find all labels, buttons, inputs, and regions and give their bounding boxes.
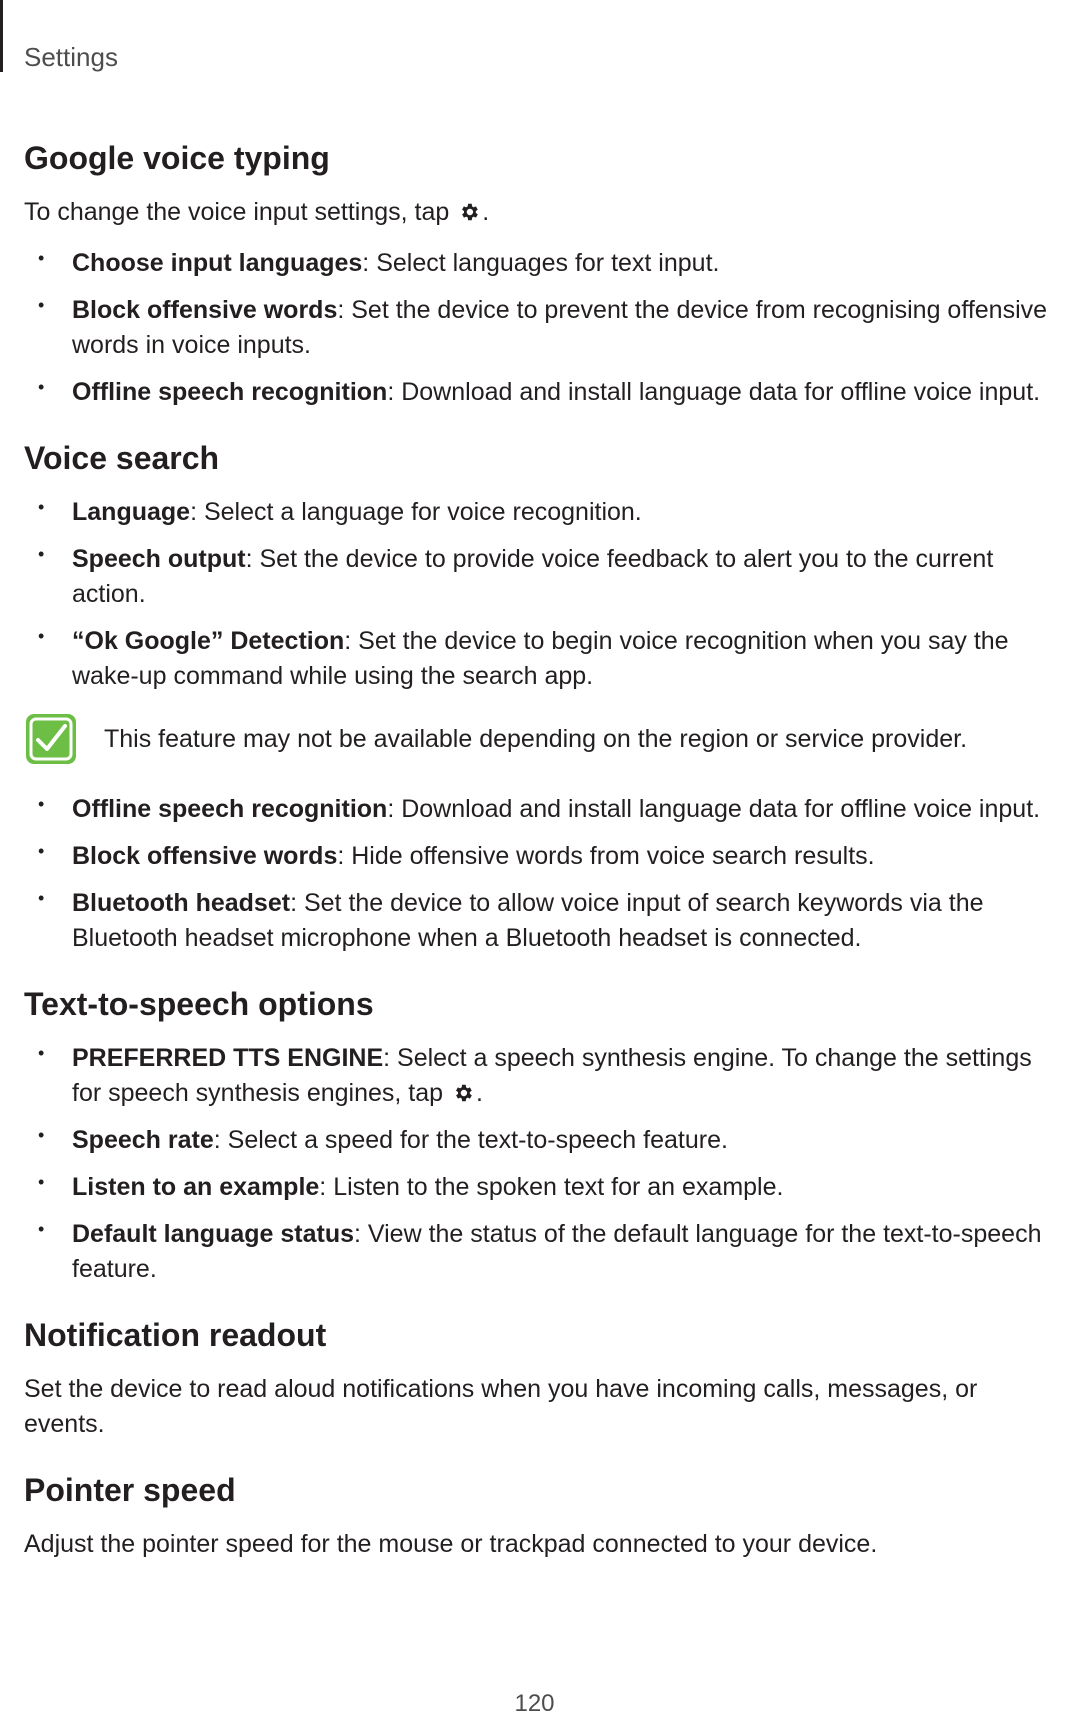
- item-term: Speech rate: [72, 1126, 214, 1154]
- intro-end: .: [482, 198, 490, 226]
- item-desc: : Hide offensive words from voice search results.: [337, 842, 875, 870]
- item-desc: : Select languages for text input.: [362, 249, 720, 277]
- item-desc-end: .: [476, 1079, 483, 1107]
- item-term: Default language status: [72, 1220, 354, 1248]
- list-item: • Offline speech recognition: Download and install language data for offline voice input.: [38, 794, 1041, 823]
- item-desc: : Download and install language data for offline voice input.: [387, 795, 1041, 823]
- item-desc: : Listen to the spoken text for an example.: [319, 1173, 784, 1201]
- section-body: Adjust the pointer speed for the mouse or trackpad connected to your device.: [24, 1530, 878, 1558]
- list-item: • Bluetooth headset: Set the device to allow voice input of search keywords via the Bluetooth headset microphone when a Bluetooth headset is connected.: [38, 888, 984, 952]
- item-desc: : Set the device to provide voice feedback to alert you to the current action.: [72, 545, 994, 608]
- section-title: Voice search: [24, 440, 220, 476]
- section-body: Set the device to read aloud notifications when you have incoming calls, messages, or events.: [24, 1375, 978, 1438]
- list-item: • “Ok Google” Detection: Set the device to begin voice recognition when you say the wake-up command while using the search app.: [38, 626, 1009, 690]
- page-content: [24, 140, 1064, 1592]
- list-item: • Speech rate: Select a speed for the text-to-speech feature.: [38, 1125, 728, 1154]
- list-item: • Speech output: Set the device to provide voice feedback to alert you to the current action.: [38, 544, 994, 608]
- list-item: • Language: Select a language for voice recognition.: [38, 497, 642, 526]
- gear-icon: [452, 1082, 474, 1104]
- item-term: PREFERRED TTS ENGINE: [72, 1044, 384, 1072]
- section-voice-search: [24, 440, 1064, 956]
- section-tts-options: [24, 986, 1064, 1287]
- item-term: “Ok Google” Detection: [72, 627, 345, 655]
- item-term: Offline speech recognition: [72, 795, 388, 823]
- check-note-icon: [24, 712, 78, 766]
- section-title: Google voice typing: [24, 140, 330, 176]
- item-desc: : Set the device to prevent the device from recognising offensive words in voice inputs.: [72, 296, 1048, 359]
- list-item: • Choose input languages: Select languages for text input.: [38, 248, 720, 277]
- item-term: Language: [72, 498, 191, 526]
- list-item: • Block offensive words: Set the device to prevent the device from recognising offensive words in voice inputs.: [38, 295, 1048, 359]
- item-term: Offline speech recognition: [72, 378, 388, 406]
- note-box: [24, 712, 1064, 766]
- section-title: Pointer speed: [24, 1472, 236, 1508]
- page-number: 120: [514, 1690, 555, 1717]
- section-pointer-speed: [24, 1472, 1064, 1562]
- intro-paragraph: [24, 195, 1064, 230]
- item-term: Block offensive words: [72, 842, 338, 870]
- section-google-voice-typing: [24, 140, 1064, 410]
- running-head: Settings: [24, 42, 118, 72]
- margin-line: [0, 0, 3, 72]
- item-term: Speech output: [72, 545, 246, 573]
- section-title: Notification readout: [24, 1317, 327, 1353]
- item-term: Listen to an example: [72, 1173, 320, 1201]
- gear-icon: [458, 201, 480, 223]
- item-term: Choose input languages: [72, 249, 363, 277]
- item-desc: : View the status of the default language for the text-to-speech feature.: [72, 1220, 1042, 1283]
- list-item: • Offline speech recognition: Download and install language data for offline voice input.: [38, 377, 1041, 406]
- list-item: • Default language status: View the status of the default language for the text-to-speech feature.: [38, 1219, 1042, 1283]
- intro-text: To change the voice input settings, tap: [24, 198, 450, 226]
- bullet-list: [24, 495, 1064, 694]
- list-item: • PREFERRED TTS ENGINE: Select a speech synthesis engine. To change the settings for speech synthesis engines, tap .: [38, 1043, 1032, 1107]
- list-item: • Block offensive words: Hide offensive words from voice search results.: [38, 841, 875, 870]
- section-notification-readout: [24, 1317, 1064, 1442]
- item-desc: : Select a speed for the text-to-speech feature.: [213, 1126, 728, 1154]
- bullet-list: [24, 792, 1064, 956]
- bullet-list: [24, 1041, 1064, 1287]
- item-desc: : Set the device to begin voice recognition when you say the wake-up command while using the search app.: [72, 627, 1009, 690]
- item-desc: : Select a speech synthesis engine. To change the settings for speech synthesis engines, tap: [72, 1044, 1032, 1107]
- bullet-list: [24, 246, 1064, 410]
- note-text: This feature may not be available depending on the region or service provider.: [104, 724, 968, 753]
- item-term: Block offensive words: [72, 296, 338, 324]
- item-desc: : Select a language for voice recognition.: [190, 498, 642, 526]
- item-desc: : Download and install language data for offline voice input.: [387, 378, 1041, 406]
- item-desc: : Set the device to allow voice input of search keywords via the Bluetooth headset microphone when a Bluetooth headset is connected.: [72, 889, 984, 952]
- item-term: Bluetooth headset: [72, 889, 291, 917]
- list-item: • Listen to an example: Listen to the spoken text for an example.: [38, 1172, 784, 1201]
- section-title: Text-to-speech options: [24, 986, 374, 1022]
